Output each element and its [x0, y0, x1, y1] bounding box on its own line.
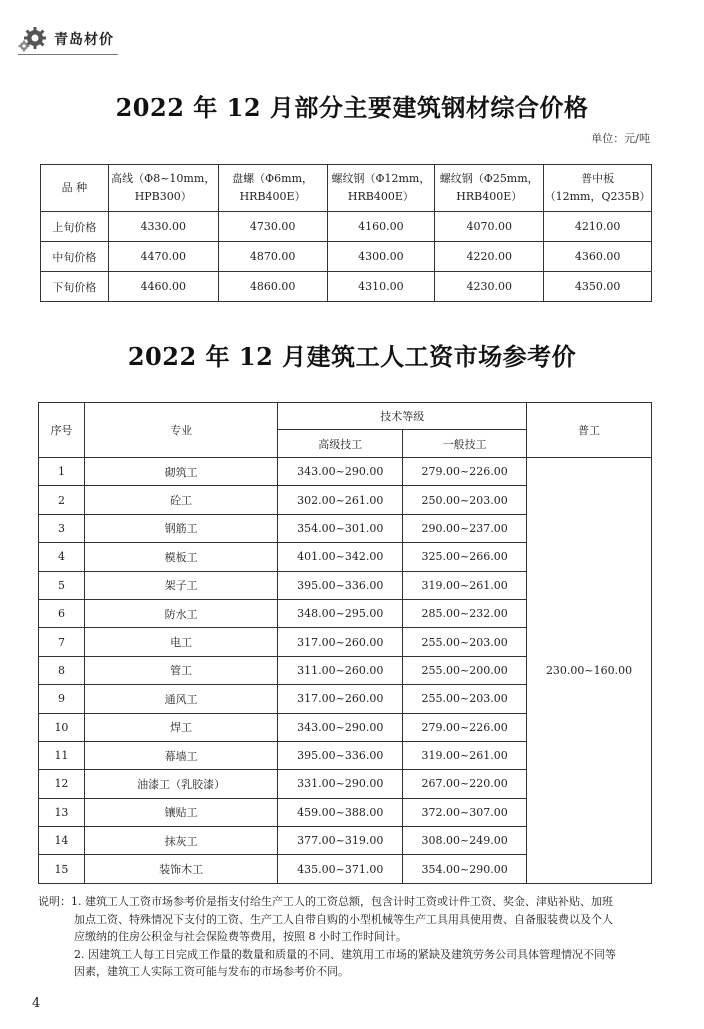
note-line: 因素，建筑工人实际工资可能与发布的市场参考价不同。	[74, 965, 349, 978]
trade-cell: 镶贴工	[84, 798, 277, 826]
trade-cell: 砌筑工	[84, 458, 277, 486]
steel-column-header: 盘螺（Φ6mm， HRB400E）	[218, 165, 327, 212]
laborer-header: 普工	[527, 403, 652, 458]
steel-price-cell: 4070.00	[435, 212, 544, 242]
steel-price-cell: 4470.00	[108, 242, 218, 272]
senior-cell: 302.00~261.00	[278, 486, 403, 514]
general-cell: 279.00~226.00	[403, 458, 527, 486]
trade-cell: 油漆工（乳胶漆）	[84, 770, 277, 798]
general-cell: 255.00~200.00	[403, 656, 527, 684]
general-cell: 250.00~203.00	[403, 486, 527, 514]
steel-column-header: 高线（Φ8~10mm， HPB300）	[108, 165, 218, 212]
seq-cell: 8	[39, 656, 85, 684]
trade-cell: 防水工	[84, 599, 277, 627]
steel-row	[41, 272, 652, 302]
steel-row	[41, 242, 652, 272]
laborer-cell: 230.00~160.00	[527, 458, 652, 884]
seq-cell: 2	[39, 486, 85, 514]
seq-cell: 15	[39, 855, 85, 883]
steel-price-title: 2022 年 12 月部分主要建筑钢材综合价格	[115, 93, 589, 122]
seq-cell: 6	[39, 599, 85, 627]
seq-cell: 7	[39, 628, 85, 656]
steel-column-header: 螺纹钢（Φ12mm， HRB400E）	[327, 165, 435, 212]
seq-cell: 14	[39, 827, 85, 855]
general-cell: 319.00~261.00	[403, 741, 527, 769]
seq-cell: 3	[39, 514, 85, 542]
note-line: 加点工资、特殊情况下支付的工资、生产工人自带自购的小型机械等生产工具用具使用费、自备服装费以及个人	[74, 912, 613, 926]
wage-header-row	[39, 403, 652, 430]
steel-price-cell: 4860.00	[218, 272, 327, 302]
steel-price-cell: 4460.00	[108, 272, 218, 302]
senior-cell: 348.00~295.00	[278, 599, 403, 627]
general-cell: 267.00~220.00	[403, 770, 527, 798]
trade-cell: 幕墙工	[84, 741, 277, 769]
steel-price-cell: 4730.00	[218, 212, 327, 242]
steel-row-label: 中旬价格	[41, 242, 109, 272]
header-rule	[18, 54, 118, 55]
senior-cell: 395.00~336.00	[278, 571, 403, 599]
steel-price-cell: 4350.00	[544, 272, 652, 302]
general-cell: 255.00~203.00	[403, 628, 527, 656]
general-cell: 354.00~290.00	[403, 855, 527, 883]
steel-price-cell: 4300.00	[327, 242, 435, 272]
note-line: 应缴纳的住房公积金与社会保险费等费用，按照 8 小时工作时间计。	[74, 930, 407, 943]
general-cell: 319.00~261.00	[403, 571, 527, 599]
note-line: 说明：1. 建筑工人工资市场参考价是指支付给生产工人的工资总额，包含计时工资或计件工资、奖金、津贴补贴、加班	[38, 895, 613, 908]
brand-header	[18, 26, 114, 52]
seq-cell: 4	[39, 543, 85, 571]
steel-header-row	[41, 165, 652, 212]
general-cell: 290.00~237.00	[403, 514, 527, 542]
steel-price-cell: 4230.00	[435, 272, 544, 302]
senior-cell: 435.00~371.00	[278, 855, 403, 883]
trade-cell: 抹灰工	[84, 827, 277, 855]
general-cell: 279.00~226.00	[403, 713, 527, 741]
senior-cell: 459.00~388.00	[278, 798, 403, 826]
wage-price-table	[38, 402, 652, 884]
general-cell: 285.00~232.00	[403, 599, 527, 627]
table-row	[39, 458, 652, 486]
note-line: 2. 因建筑工人每工日完成工作量的数量和质量的不同、建筑用工市场的紧缺及建筑劳务公司具体管理情况不同等	[74, 947, 616, 961]
gear-icon	[18, 26, 48, 52]
senior-cell: 395.00~336.00	[278, 741, 403, 769]
unit-label: 单位：元/吨	[591, 132, 650, 145]
senior-header: 高级技工	[278, 430, 403, 458]
senior-cell: 377.00~319.00	[278, 827, 403, 855]
general-cell: 372.00~307.00	[403, 798, 527, 826]
senior-cell: 343.00~290.00	[278, 713, 403, 741]
seq-header: 序号	[39, 403, 85, 458]
steel-row-label: 下旬价格	[41, 272, 109, 302]
steel-price-cell: 4330.00	[108, 212, 218, 242]
trade-cell: 架子工	[84, 571, 277, 599]
trade-cell: 砼工	[84, 486, 277, 514]
steel-row-label: 上旬价格	[41, 212, 109, 242]
trade-cell: 焊工	[84, 713, 277, 741]
seq-cell: 13	[39, 798, 85, 826]
steel-corner-header: 品 种	[41, 165, 109, 212]
trade-cell: 模板工	[84, 543, 277, 571]
notes-section	[38, 893, 658, 981]
trade-cell: 通风工	[84, 685, 277, 713]
steel-price-cell: 4870.00	[218, 242, 327, 272]
steel-row	[41, 212, 652, 242]
trade-cell: 管工	[84, 656, 277, 684]
steel-price-cell: 4360.00	[544, 242, 652, 272]
trade-cell: 装饰木工	[84, 855, 277, 883]
trade-cell: 电工	[84, 628, 277, 656]
general-cell: 255.00~203.00	[403, 685, 527, 713]
page-number: 4	[32, 996, 41, 1011]
wage-price-title: 2022 年 12 月建筑工人工资市场参考价	[127, 342, 577, 371]
steel-column-header: 螺纹钢（Φ25mm， HRB400E）	[435, 165, 544, 212]
seq-cell: 9	[39, 685, 85, 713]
senior-cell: 343.00~290.00	[278, 458, 403, 486]
grade-header: 技术等级	[278, 403, 527, 430]
senior-cell: 311.00~260.00	[278, 656, 403, 684]
seq-cell: 1	[39, 458, 85, 486]
steel-price-cell: 4160.00	[327, 212, 435, 242]
steel-price-cell: 4220.00	[435, 242, 544, 272]
senior-cell: 317.00~260.00	[278, 628, 403, 656]
steel-column-header: 普中板 （12mm，Q235B）	[544, 165, 652, 212]
seq-cell: 12	[39, 770, 85, 798]
senior-cell: 401.00~342.00	[278, 543, 403, 571]
senior-cell: 317.00~260.00	[278, 685, 403, 713]
seq-cell: 11	[39, 741, 85, 769]
seq-cell: 5	[39, 571, 85, 599]
steel-price-cell: 4210.00	[544, 212, 652, 242]
general-header: 一般技工	[403, 430, 527, 458]
general-cell: 325.00~266.00	[403, 543, 527, 571]
trade-header: 专业	[84, 403, 277, 458]
senior-cell: 354.00~301.00	[278, 514, 403, 542]
seq-cell: 10	[39, 713, 85, 741]
trade-cell: 钢筋工	[84, 514, 277, 542]
general-cell: 308.00~249.00	[403, 827, 527, 855]
steel-price-cell: 4310.00	[327, 272, 435, 302]
brand-name: 青岛材价	[54, 32, 114, 48]
senior-cell: 331.00~290.00	[278, 770, 403, 798]
steel-price-table	[40, 164, 652, 302]
